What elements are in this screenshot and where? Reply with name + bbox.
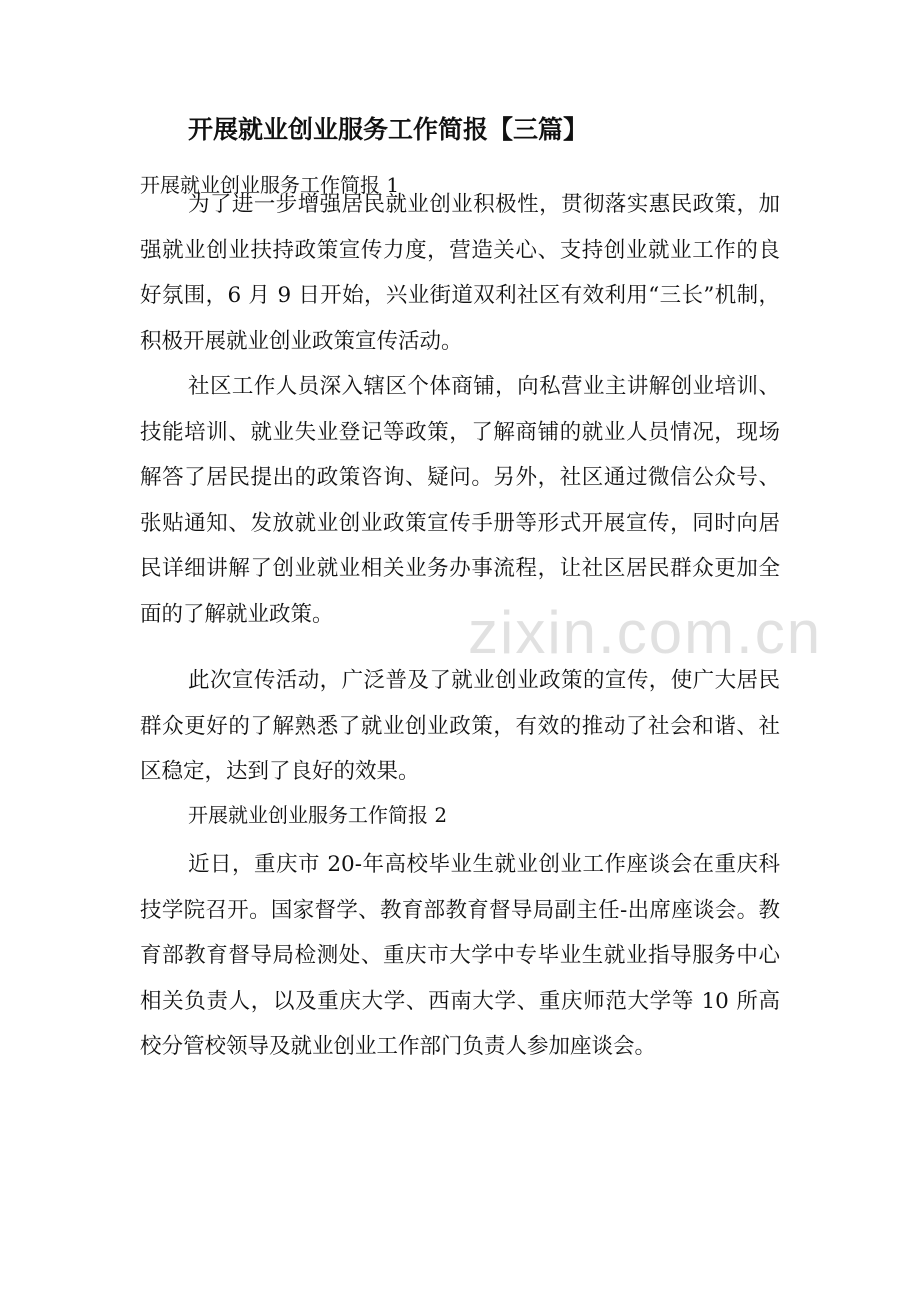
- document-title: 开展就业创业服务工作简报【三篇】: [188, 115, 589, 144]
- section-heading-1: 开展就业创业服务工作简报 1: [140, 173, 400, 197]
- paragraph-1: 为了进一步增强居民就业创业积极性，贯彻落实惠民政策，加强就业创业扶持政策宣传力度，营造关心、支持创业就业工作的良好氛围，6 月 9 日开始，兴业街道双利社区有效利用“三长”机制，积极开展就业创业政策宣传活动。: [140, 192, 780, 354]
- watermark: zixin.com.cn: [468, 599, 823, 666]
- section-heading-2: 开展就业创业服务工作简报 2: [188, 803, 448, 827]
- paragraph-2: 社区工作人员深入辖区个体商铺，向私营业主讲解创业培训、技能培训、就业失业登记等政策，了解商铺的就业人员情况，现场解答了居民提出的政策咨询、疑问。另外，社区通过微信公众号、张贴通知、发放就业创业政策宣传手册等形式开展宣传，同时向居民详细讲解了创业就业相关业务办事流程，让社区居民群众更加全面的了解就业政策。: [140, 374, 780, 627]
- paragraph-3: 此次宣传活动，广泛普及了就业创业政策的宣传，使广大居民群众更好的了解熟悉了就业创业政策，有效的推动了社会和谐、社区稳定，达到了良好的效果。: [140, 668, 780, 784]
- paragraph-4: 近日，重庆市 20-年高校毕业生就业创业工作座谈会在重庆科技学院召开。国家督学、教育部教育督导局副主任-出席座谈会。教育部教育督导局检测处、重庆市大学中专毕业生就业指导服务中心相关负责人，以及重庆大学、西南大学、重庆师范大学等 10 所高校分管校领导及就业创业工作部门负责人参加座谈会。: [140, 852, 780, 1059]
